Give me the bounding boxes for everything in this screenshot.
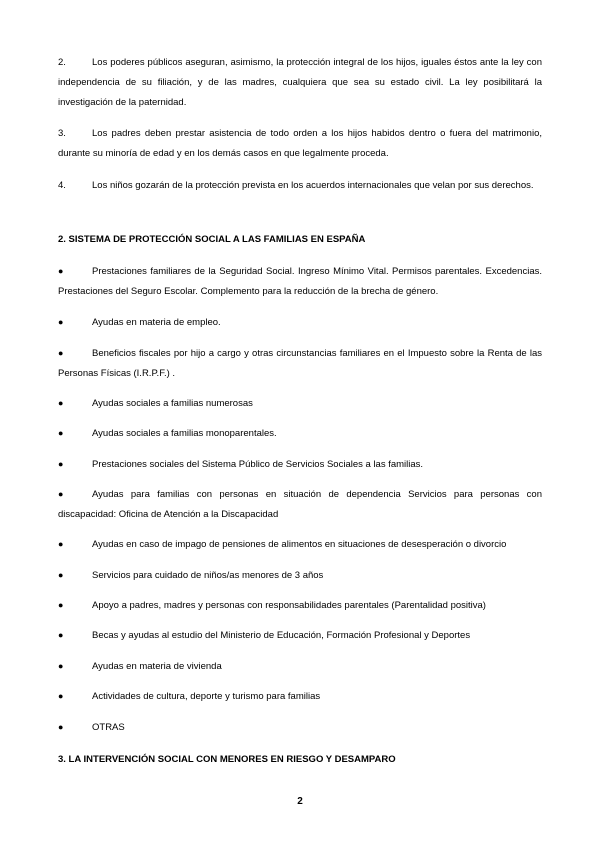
bullet-icon: ●: [58, 630, 64, 640]
list-item: [58, 595, 542, 616]
bullet-icon: ●: [58, 317, 64, 327]
list-item: [58, 534, 542, 555]
paragraph-3: [58, 124, 542, 164]
list-item-text: Ayudas sociales a familias monoparentales.: [92, 428, 277, 439]
list-item: [58, 454, 542, 475]
bullet-icon: ●: [58, 570, 64, 580]
list-item-text: Ayudas en materia de empleo.: [92, 317, 221, 328]
bullet-icon: ●: [58, 661, 64, 671]
list-item: [58, 565, 542, 586]
list-item: [58, 312, 542, 333]
bullet-icon: ●: [58, 398, 64, 408]
bullet-icon: ●: [58, 459, 64, 469]
list-item-text: Ayudas para familias con personas en situación de dependencia Servicios para personas con discapacidad: Oficina de Atención a la Discapacidad: [58, 489, 542, 520]
bullet-icon: ●: [58, 600, 64, 610]
bullet-icon: ●: [58, 539, 64, 549]
page-number: 2: [297, 796, 303, 807]
list-item: [58, 261, 542, 302]
list-item: [58, 393, 542, 414]
bullet-icon: ●: [58, 722, 64, 732]
list-item: [58, 656, 542, 677]
list-item: [58, 686, 542, 707]
list-item: [58, 343, 542, 384]
section-heading-3: 3. LA INTERVENCIÓN SOCIAL CON MENORES EN RIESGO Y DESAMPARO: [58, 754, 396, 765]
list-item: [58, 423, 542, 444]
list-item-text: Apoyo a padres, madres y personas con responsabilidades parentales (Parentalidad positiva): [92, 600, 486, 611]
list-item-text: OTRAS: [92, 722, 125, 733]
list-item-text: Prestaciones sociales del Sistema Público de Servicios Sociales a las familias.: [92, 459, 424, 470]
list-item-text: Actividades de cultura, deporte y turismo para familias: [92, 691, 321, 702]
list-item-text: Ayudas en caso de impago de pensiones de alimentos en situaciones de desesperación o divorcio: [92, 539, 507, 550]
list-item: [58, 625, 542, 646]
list-item: [58, 717, 542, 738]
list-item-text: Prestaciones familiares de la Seguridad Social. Ingreso Mínimo Vital. Permisos parentales. Excedencias. Prestaciones del Seguro Escolar. Complemento para la reducción de la brecha de género.: [58, 266, 542, 297]
list-item-text: Servicios para cuidado de niños/as menores de 3 años: [92, 570, 324, 581]
bullet-icon: ●: [58, 691, 64, 701]
list-item-text: Ayudas sociales a familias numerosas: [92, 398, 253, 409]
paragraph-4: [58, 176, 542, 196]
paragraph-number: 2.: [58, 57, 66, 68]
paragraph-text: Los niños gozarán de la protección prevista en los acuerdos internacionales que velan por sus derechos.: [92, 180, 534, 191]
paragraph-text: Los poderes públicos aseguran, asimismo, la protección integral de los hijos, iguales éstos ante la ley con independencia de su filiación, y de las madres, cualquiera que sea su estado civil. La ley posibilitará la investigación de la paternidad.: [58, 57, 542, 108]
bullet-icon: ●: [58, 489, 64, 499]
section-heading-2: 2. SISTEMA DE PROTECCIÓN SOCIAL A LAS FAMILIAS EN ESPAÑA: [58, 234, 366, 245]
bullet-icon: ●: [58, 428, 64, 438]
list-item: [58, 484, 542, 525]
paragraph-number: 3.: [58, 128, 66, 139]
paragraph-number: 4.: [58, 180, 66, 191]
list-item-text: Beneficios fiscales por hijo a cargo y otras circunstancias familiares en el Impuesto sobre la Renta de las Personas Físicas (I.R.P.F.) .: [58, 348, 542, 379]
list-item-text: Becas y ayudas al estudio del Ministerio de Educación, Formación Profesional y Deportes: [92, 630, 471, 641]
list-item-text: Ayudas en materia de vivienda: [92, 661, 222, 672]
bullet-icon: ●: [58, 266, 64, 276]
paragraph-text: Los padres deben prestar asistencia de todo orden a los hijos habidos dentro o fuera del matrimonio, durante su minoría de edad y en los demás casos en que legalmente proceda.: [58, 128, 542, 159]
paragraph-2: [58, 53, 542, 113]
bullet-icon: ●: [58, 348, 64, 358]
